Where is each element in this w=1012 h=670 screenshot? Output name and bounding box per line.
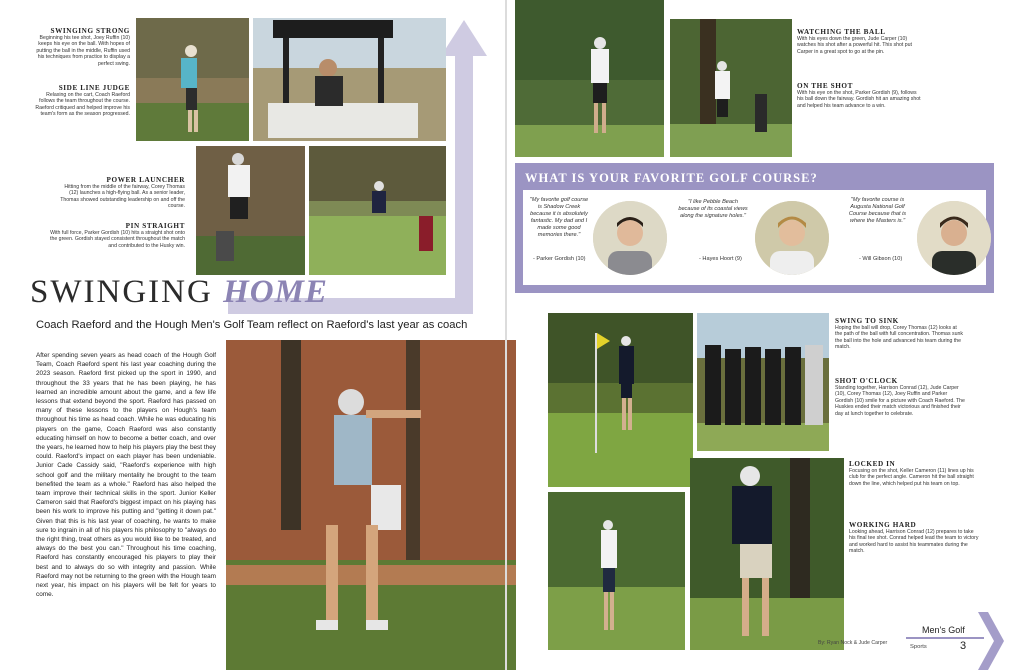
- caption-text: With his eyes down the green, Jude Carper (10) watches his shot after a powerful hit. This shot put Carper in a great spot to go at the pin.: [797, 36, 912, 55]
- photo-parker-gordish: [309, 146, 446, 275]
- caption-power-launcher: [55, 176, 185, 210]
- caption-swing-to-sink: [835, 317, 965, 351]
- photo-joey-ruffin: [136, 18, 249, 141]
- photo-jude-carper: [515, 0, 664, 157]
- caption-heading: ON THE SHOT: [797, 82, 853, 90]
- caption-text: Hitting from the middle of the fairway, Corey Thomas (12) launches a high-flying ball. As a senior leader, Thomas showed outstanding leadership on and off the course.: [60, 184, 185, 210]
- caption-heading: WATCHING THE BALL: [797, 28, 886, 36]
- quote-1-name: - Parker Gordish (10): [533, 256, 586, 262]
- caption-heading: SWING TO SINK: [835, 317, 899, 325]
- quote-2-name: - Hayes Hoort (9): [699, 256, 742, 262]
- caption-text: Looking ahead, Harrison Conrad (12) prepares to take his final tee shot. Conrad helped lead the team to victory and worked hard to assist his teammates during the match.: [849, 529, 979, 555]
- photo-coach-cart: [253, 18, 446, 141]
- caption-on-the-shot: [797, 82, 922, 109]
- caption-heading: LOCKED IN: [849, 460, 896, 468]
- title-word-swinging: SWINGING: [30, 274, 224, 310]
- photo-flag-putt: [548, 313, 693, 487]
- portrait-will-gibson: [917, 201, 991, 275]
- caption-heading: PIN STRAIGHT: [125, 222, 185, 230]
- folio-section: Men's Golf: [922, 625, 965, 635]
- caption-text: Beginning his tee shot, Joey Ruffin (10) keeps his eye on the ball. With hopes of putting the ball in the middle, Ruffin used his techniques from practice to display a perfect swing.: [36, 35, 130, 67]
- caption-working-hard: [849, 521, 979, 555]
- caption-swinging-strong: [30, 27, 130, 67]
- photo-credit: By: Ryan Nock & Jude Carper: [818, 640, 888, 646]
- caption-shot-oclock: [835, 377, 965, 417]
- page-subtitle: Coach Raeford and the Hough Men's Golf Team reflect on Raeford's last year as coach: [36, 319, 468, 331]
- caption-text: With full force, Parker Gordish (10) hits a straight shot onto the green. Gordish stayed consistent throughout the match and contributed to the Husky win.: [50, 230, 185, 249]
- quote-1: "My favorite golf course is Shadow Creek because it is absolutely fantastic. My dad and I made some good memories there.": [529, 197, 589, 238]
- caption-locked-in: [849, 460, 979, 487]
- caption-pin-straight: [50, 222, 185, 249]
- caption-watching-the-ball: [797, 28, 922, 55]
- caption-heading: WORKING HARD: [849, 521, 917, 529]
- photo-parker-gordish-fairway: [670, 19, 792, 157]
- photo-team-group: [697, 313, 829, 451]
- quote-3: "My favorite course is Augusta National Golf Course because that is where the Masters is.": [848, 197, 907, 224]
- quote-3-name: - Will Gibson (10): [859, 256, 903, 262]
- page-gutter: [505, 0, 507, 670]
- caption-text: Standing together, Harrison Conrad (12), Jude Carper (10), Corey Thomas (12), Joey Ruffin and Parker Gordish (10) smile for a picture with Coach Raeford. The Huskies ended their match victorious and finished their day at lunch together to celebrate.: [835, 385, 965, 417]
- photo-corey-thomas: [196, 146, 305, 275]
- article-body: After spending seven years as head coach of the Hough Golf Team, Coach Raeford spent his last year coaching during the 2023 season. Raeford first picked up the sport in 1990, and throughout the 33 years that he has been playing, he has learned an incredible amount about the game, and a few life lessons that extend beyond the sport. Raeford has passed on many of these lessons to the players on Hough's team throughout his time as head coach. While he was educating his players on the game, Coach Raeford was also constantly educating himself on how to become a better coach, and over the years, he learned how to help his players play the best they could. Raeford's impact on each player has been undeniable. Junior Cade Cassidy said, "Raeford's experience with high school golf and the military mentality he brought to the team benefited the team as a whole." Raeford has also helped the team improve their technical skills in the sport. Junior Keller Cameron said that Raeford's biggest impact on his playing has been his work to improve his putting and "getting it down pat." Given that this is his last year of coaching, he wants to make sure to ingrain in all of his players his philosophy to "always do the right thing, treat others as you would like to be treated, and always do the best you can." Throughout his time coaching, Raeford has constantly encouraged his players to play their best and to always do so with integrity and passion. While Raeford may not be returning to the green with the Hough team next year, his impact on his players will be felt for years to come.: [36, 352, 216, 599]
- favorite-course-box: [515, 163, 994, 293]
- chevron-right-icon: [976, 612, 1006, 670]
- quote-2: "I like Pebble Beach because of its coastal views along the signature holes.": [678, 199, 748, 219]
- caption-text: Hoping the ball will drop, Corey Thomas (12) looks at the path of the ball with full concentration. Thomas sunk the ball into the hole and advanced his team during the match.: [835, 325, 963, 351]
- favorite-course-panel: [523, 190, 986, 285]
- caption-heading: SWINGING STRONG: [50, 27, 130, 35]
- folio-category: Sports: [910, 644, 927, 650]
- caption-heading: POWER LAUNCHER: [106, 176, 185, 184]
- portrait-hayes-hoort: [755, 201, 829, 275]
- caption-text: With his eye on the shot, Parker Gordish (9), follows his ball down the fairway. Gordish hit an amazing shot and helped his team advance to a win.: [797, 90, 921, 109]
- photo-harrison-conrad: [690, 458, 844, 650]
- caption-heading: SIDE LINE JUDGE: [58, 84, 130, 92]
- title-word-home: HOME: [223, 274, 328, 310]
- page-title: [30, 274, 328, 311]
- page-number: 3: [960, 640, 967, 652]
- photo-keller-cameron: [548, 492, 685, 650]
- caption-heading: SHOT O'CLOCK: [835, 377, 898, 385]
- caption-text: Relaxing on the cart, Coach Raeford follows the team throughout the course. Raeford critiqued and helped improve his team's form as the season progressed.: [35, 92, 130, 118]
- caption-text: Focusing on the shot, Keller Cameron (11) lines up his club for the perfect angle. Cameron hit the ball straight down the line, which helped put his team on top.: [849, 468, 974, 487]
- favorite-course-title: WHAT IS YOUR FAVORITE GOLF COURSE?: [525, 171, 818, 185]
- caption-side-line-judge: [30, 84, 130, 118]
- portrait-parker-gordish: [593, 201, 667, 275]
- photo-main-swing: [226, 340, 516, 670]
- folio-rule: [906, 637, 984, 639]
